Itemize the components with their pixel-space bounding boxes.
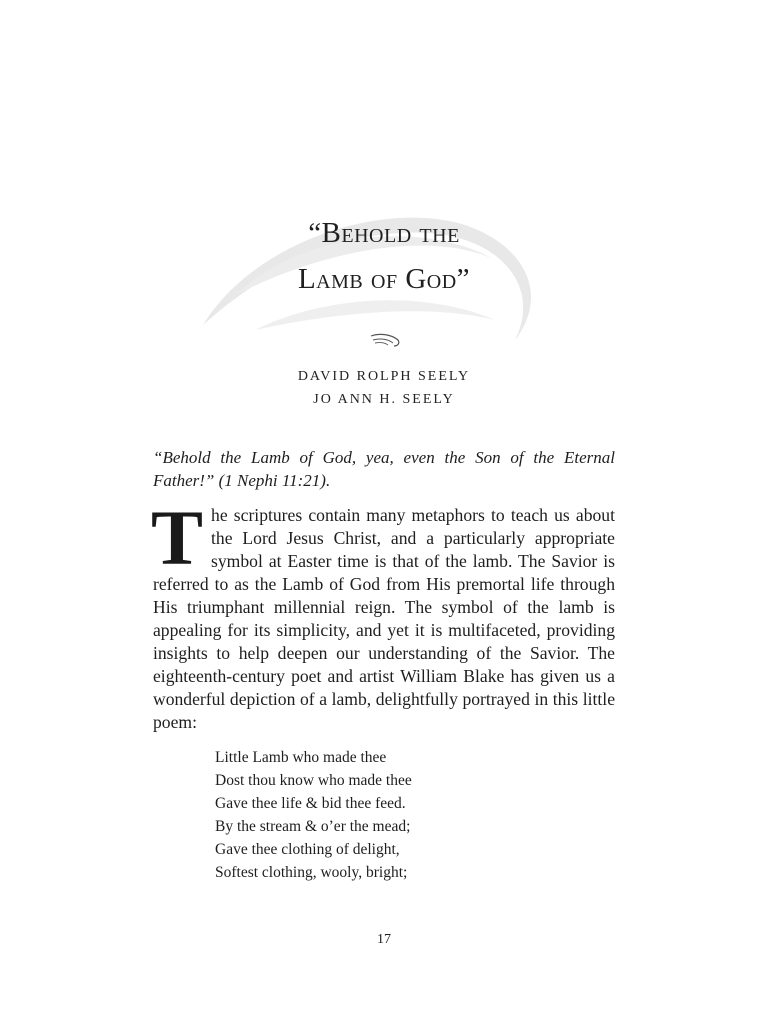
author-name: JO ANN H. SEELY — [313, 392, 455, 407]
body-paragraph — [151, 494, 615, 734]
poem-excerpt — [215, 746, 412, 884]
chapter-title-line-1: “Behold the — [308, 217, 460, 249]
author-name: DAVID ROLPH SEELY — [297, 369, 471, 384]
poem-line: Dost thou know who made thee — [215, 772, 412, 789]
poem-line: Gave thee clothing of delight, — [215, 841, 400, 858]
epigraph-quote: “Behold the Lamb of God, yea, even the Son of the Eternal Father!” (1 Nephi 11:21). — [153, 448, 615, 490]
drop-cap: T — [151, 494, 204, 581]
poem-line: Softest clothing, wooly, bright; — [215, 864, 408, 881]
page-number: 17 — [377, 932, 391, 947]
ornament-flourish-icon — [369, 331, 401, 351]
poem-line: Gave thee life & bid thee feed. — [215, 795, 406, 812]
poem-line: Little Lamb who made thee — [215, 749, 387, 766]
chapter-title-line-2: Lamb of God” — [297, 263, 471, 295]
poem-line: By the stream & o’er the mead; — [215, 818, 411, 835]
paragraph-text: he scriptures contain many metaphors to teach us about the Lord Jesus Christ, and a particularly appropriate symbol at Easter time is that of the lamb. The Savior is referred to as the Lamb of God from His premortal life through His triumphant millennial reign. The symbol of the lamb is appealing for its simplicity, and yet it is multifaceted, providing insights to help deepen our understanding of the Savior. The eighteenth-century poet and artist William Blake has given us a wonderful depiction of a lamb, delightfully portrayed in this little poem: — [153, 505, 615, 732]
